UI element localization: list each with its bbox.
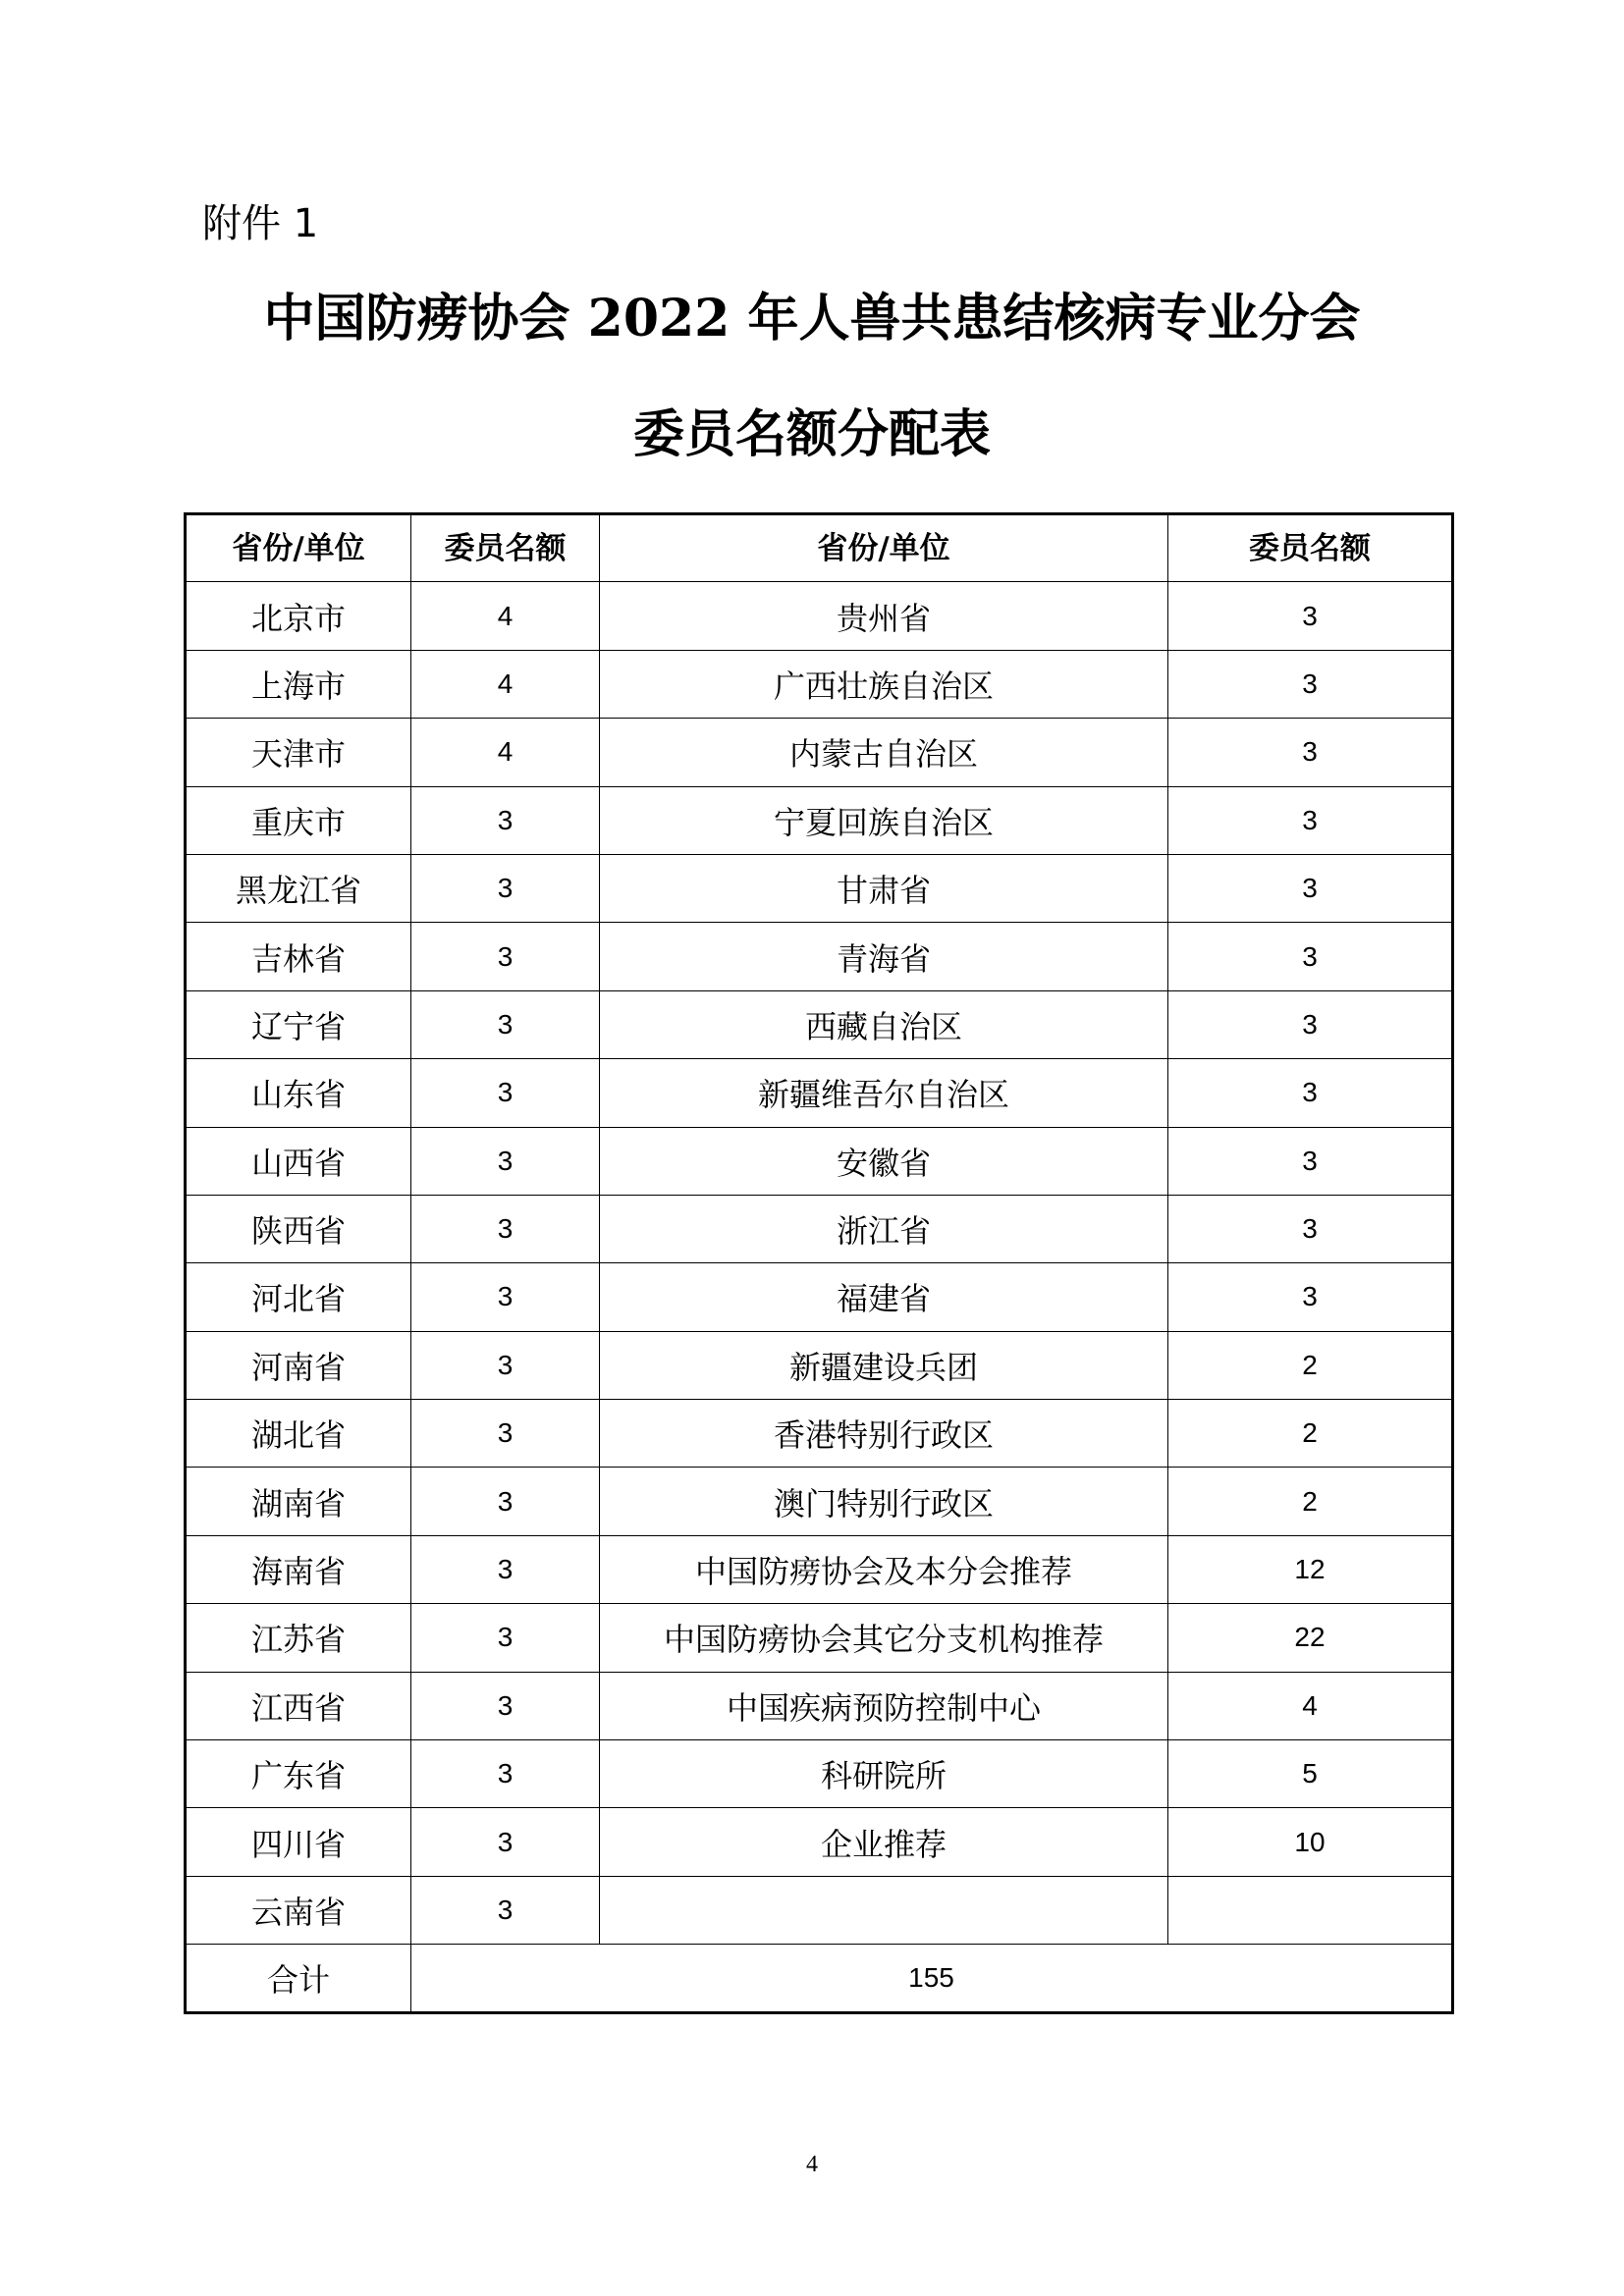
right-quota-cell: 3 (1168, 854, 1453, 922)
left-quota-cell: 3 (411, 1876, 600, 1944)
table-row (186, 923, 1453, 990)
total-value: 155 (411, 1945, 1453, 2012)
right-unit-cell: 中国防痨协会及本分会推荐 (600, 1535, 1168, 1603)
document-subtitle: 委员名额分配表 (632, 404, 991, 464)
right-quota-cell: 2 (1168, 1400, 1453, 1468)
right-unit-cell: 青海省 (600, 923, 1168, 990)
right-unit-cell: 安徽省 (600, 1127, 1168, 1195)
left-quota-cell: 3 (411, 1400, 600, 1468)
table-row (186, 650, 1453, 718)
left-quota-cell: 3 (411, 1331, 600, 1399)
left-quota-cell: 3 (411, 1740, 600, 1808)
left-unit-cell: 上海市 (186, 650, 411, 718)
table-row (186, 582, 1453, 650)
right-unit-cell: 澳门特别行政区 (600, 1468, 1168, 1535)
table-row (186, 1127, 1453, 1195)
left-unit-cell: 北京市 (186, 582, 411, 650)
right-quota-cell: 10 (1168, 1808, 1453, 1876)
left-quota-cell: 4 (411, 719, 600, 786)
left-quota-cell: 3 (411, 1059, 600, 1127)
right-quota-cell: 5 (1168, 1740, 1453, 1808)
left-quota-cell: 3 (411, 990, 600, 1058)
left-quota-cell: 3 (411, 1263, 600, 1331)
right-unit-cell: 甘肃省 (600, 854, 1168, 922)
right-unit-cell: 科研院所 (600, 1740, 1168, 1808)
left-unit-cell: 重庆市 (186, 786, 411, 854)
left-quota-cell: 3 (411, 1672, 600, 1739)
right-quota-cell: 2 (1168, 1331, 1453, 1399)
left-unit-cell: 广东省 (186, 1740, 411, 1808)
right-quota-cell: 3 (1168, 990, 1453, 1058)
quota-allocation-table (184, 512, 1454, 2014)
right-unit-cell: 中国疾病预防控制中心 (600, 1672, 1168, 1739)
table-body (186, 582, 1453, 2012)
left-unit-cell: 山东省 (186, 1059, 411, 1127)
left-unit-cell: 吉林省 (186, 923, 411, 990)
right-quota-cell: 3 (1168, 650, 1453, 718)
table-row (186, 1672, 1453, 1739)
left-unit-cell: 陕西省 (186, 1195, 411, 1262)
table-row (186, 786, 1453, 854)
total-label: 合计 (186, 1945, 411, 2012)
right-quota-cell: 4 (1168, 1672, 1453, 1739)
right-quota-cell: 2 (1168, 1468, 1453, 1535)
header-right-quota: 委员名额 (1168, 514, 1453, 582)
left-unit-cell: 海南省 (186, 1535, 411, 1603)
right-unit-cell: 浙江省 (600, 1195, 1168, 1262)
right-quota-cell: 3 (1168, 923, 1453, 990)
table-row (186, 1876, 1453, 1944)
table-row (186, 1195, 1453, 1262)
table-row (186, 1604, 1453, 1672)
table-row (186, 1263, 1453, 1331)
right-unit-cell: 福建省 (600, 1263, 1168, 1331)
left-quota-cell: 3 (411, 923, 600, 990)
right-quota-cell (1168, 1876, 1453, 1944)
right-unit-cell: 香港特别行政区 (600, 1400, 1168, 1468)
right-unit-cell: 新疆建设兵团 (600, 1331, 1168, 1399)
header-right-unit: 省份/单位 (600, 514, 1168, 582)
page-number: 4 (806, 2152, 818, 2177)
right-quota-cell: 3 (1168, 1059, 1453, 1127)
right-quota-cell: 3 (1168, 719, 1453, 786)
attachment-label: 附件 1 (202, 201, 319, 246)
left-quota-cell: 3 (411, 1535, 600, 1603)
left-quota-cell: 4 (411, 582, 600, 650)
table-row (186, 1059, 1453, 1127)
left-quota-cell: 3 (411, 1195, 600, 1262)
right-quota-cell: 3 (1168, 582, 1453, 650)
right-unit-cell: 中国防痨协会其它分支机构推荐 (600, 1604, 1168, 1672)
left-quota-cell: 4 (411, 650, 600, 718)
left-unit-cell: 江苏省 (186, 1604, 411, 1672)
left-unit-cell: 河北省 (186, 1263, 411, 1331)
total-row (186, 1945, 1453, 2012)
left-unit-cell: 黑龙江省 (186, 854, 411, 922)
left-quota-cell: 3 (411, 1468, 600, 1535)
table-row (186, 719, 1453, 786)
left-quota-cell: 3 (411, 1808, 600, 1876)
left-unit-cell: 河南省 (186, 1331, 411, 1399)
header-left-quota: 委员名额 (411, 514, 600, 582)
left-quota-cell: 3 (411, 854, 600, 922)
left-unit-cell: 湖南省 (186, 1468, 411, 1535)
right-unit-cell (600, 1876, 1168, 1944)
right-quota-cell: 3 (1168, 1127, 1453, 1195)
right-unit-cell: 广西壮族自治区 (600, 650, 1168, 718)
right-unit-cell: 宁夏回族自治区 (600, 786, 1168, 854)
table-row (186, 1331, 1453, 1399)
right-quota-cell: 12 (1168, 1535, 1453, 1603)
right-unit-cell: 企业推荐 (600, 1808, 1168, 1876)
table-header-row (186, 514, 1453, 582)
document-title: 中国防痨协会 2022 年人兽共患结核病专业分会 (263, 289, 1361, 348)
table-row (186, 854, 1453, 922)
left-quota-cell: 3 (411, 1127, 600, 1195)
right-quota-cell: 3 (1168, 1263, 1453, 1331)
right-quota-cell: 22 (1168, 1604, 1453, 1672)
table-row (186, 1740, 1453, 1808)
right-unit-cell: 新疆维吾尔自治区 (600, 1059, 1168, 1127)
table-row (186, 1535, 1453, 1603)
right-unit-cell: 西藏自治区 (600, 990, 1168, 1058)
left-quota-cell: 3 (411, 1604, 600, 1672)
left-unit-cell: 四川省 (186, 1808, 411, 1876)
table-row (186, 990, 1453, 1058)
table-row (186, 1808, 1453, 1876)
right-quota-cell: 3 (1168, 786, 1453, 854)
left-unit-cell: 辽宁省 (186, 990, 411, 1058)
table-row (186, 1468, 1453, 1535)
right-quota-cell: 3 (1168, 1195, 1453, 1262)
header-left-unit: 省份/单位 (186, 514, 411, 582)
right-unit-cell: 贵州省 (600, 582, 1168, 650)
table-row (186, 1400, 1453, 1468)
left-unit-cell: 天津市 (186, 719, 411, 786)
left-unit-cell: 云南省 (186, 1876, 411, 1944)
left-unit-cell: 山西省 (186, 1127, 411, 1195)
left-unit-cell: 江西省 (186, 1672, 411, 1739)
left-unit-cell: 湖北省 (186, 1400, 411, 1468)
left-quota-cell: 3 (411, 786, 600, 854)
right-unit-cell: 内蒙古自治区 (600, 719, 1168, 786)
